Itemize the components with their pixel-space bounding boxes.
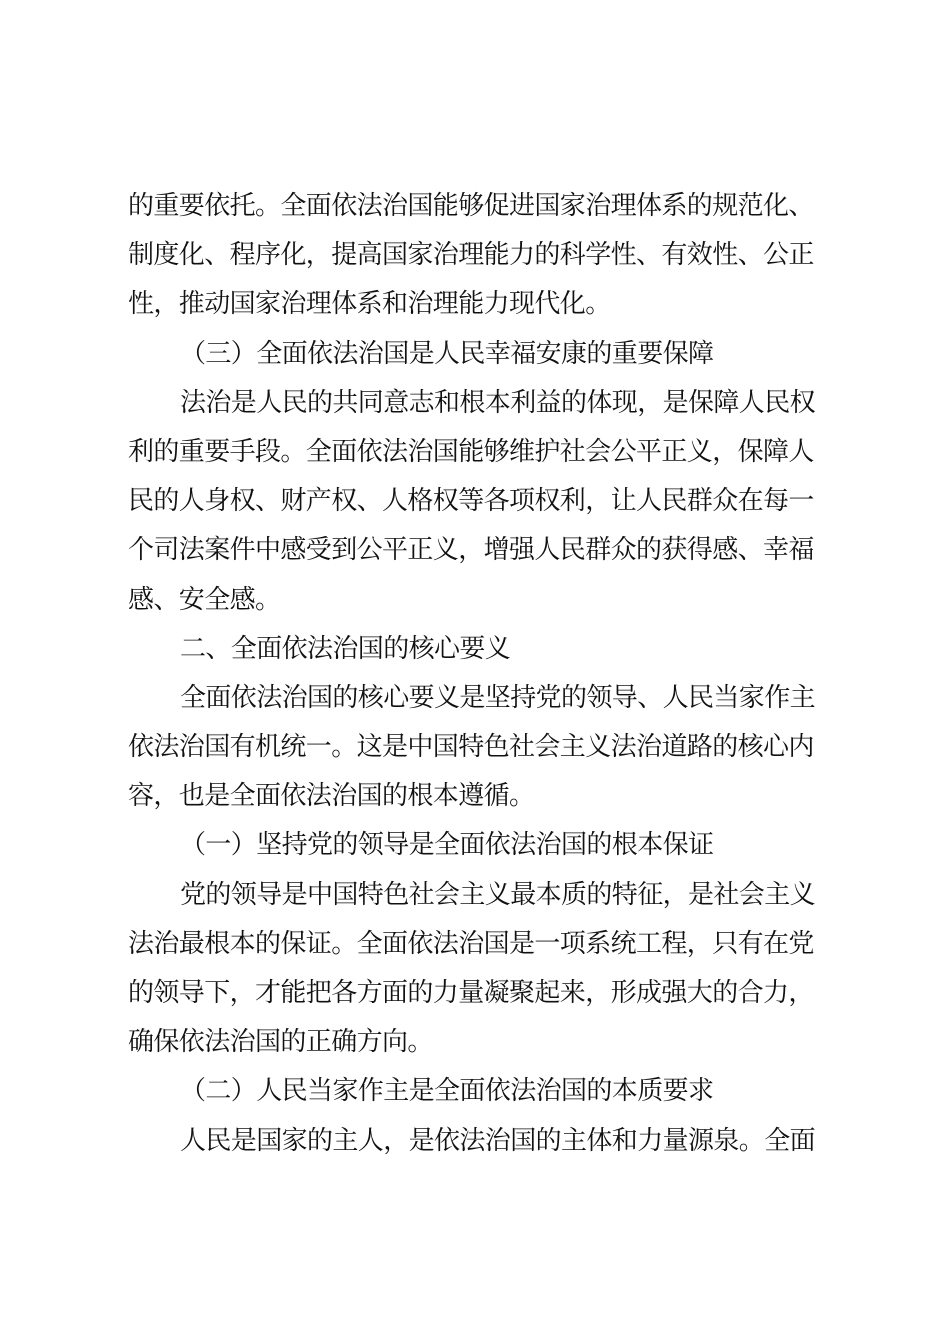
text-line: 利的重要手段。全面依法治国能够维护社会公平正义，保障人 (128, 436, 814, 467)
text-line: 确保依法治国的正确方向。 (128, 1027, 433, 1058)
text-line: 人民是国家的主人，是依法治国的主体和力量源泉。全面 (180, 1125, 816, 1156)
text-line: 容，也是全面依法治国的根本遵循。 (128, 781, 535, 812)
text-line: （一）坚持党的领导是全面依法治国的根本保证 (180, 830, 714, 861)
text-line: 党的领导是中国特色社会主义最本质的特征，是社会主义 (180, 879, 816, 910)
text-line: 民的人身权、财产权、人格权等各项权利，让人民群众在每一 (128, 486, 814, 517)
text-line: 制度化、程序化，提高国家治理能力的科学性、有效性、公正 (128, 240, 814, 271)
text-line: 法治是人民的共同意志和根本利益的体现，是保障人民权 (180, 387, 816, 418)
text-line: 的领导下，才能把各方面的力量凝聚起来，形成强大的合力， (128, 978, 814, 1008)
text-line: 性，推动国家治理体系和治理能力现代化。 (128, 289, 611, 320)
text-line: （二）人民当家作主是全面依法治国的本质要求 (180, 1076, 714, 1107)
document-body (128, 182, 832, 1166)
text-line: 的重要依托。全面依法治国能够促进国家治理体系的规范化、 (128, 191, 814, 221)
text-line: 全面依法治国的核心要义是坚持党的领导、人民当家作主 (180, 682, 816, 713)
text-line: 依法治国有机统一。这是中国特色社会主义法治道路的核心内 (128, 732, 814, 763)
text-line: （三）全面依法治国是人民幸福安康的重要保障 (180, 338, 714, 369)
text-line: 个司法案件中感受到公平正义，增强人民群众的获得感、幸福 (128, 535, 814, 566)
text-line: 二、全面依法治国的核心要义 (180, 633, 511, 664)
text-line: 感、安全感。 (128, 584, 281, 615)
text-line: 法治最根本的保证。全面依法治国是一项系统工程，只有在党 (128, 928, 814, 959)
